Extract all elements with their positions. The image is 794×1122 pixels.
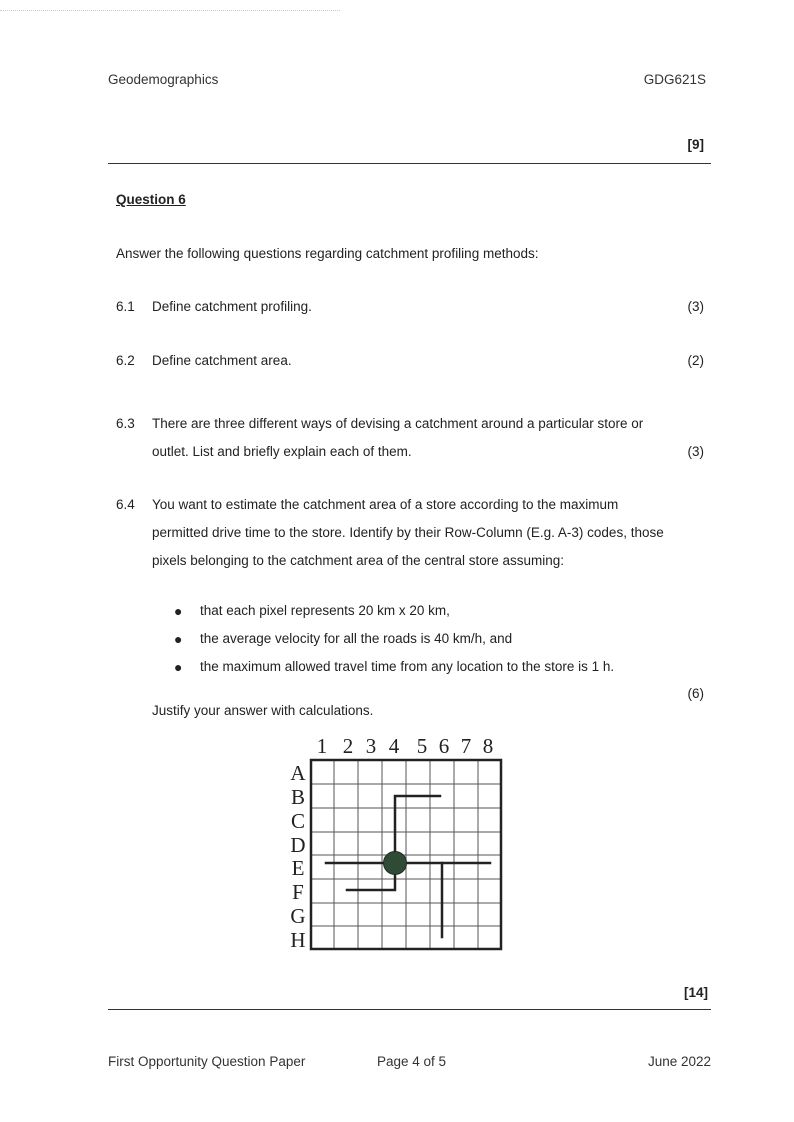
bullet-icon: ●	[174, 659, 183, 675]
assumption-text: the average velocity for all the roads is 40 km/h, and	[200, 631, 513, 646]
column-label: 7	[460, 734, 472, 758]
column-label: 8	[482, 734, 494, 758]
column-label: 6	[438, 734, 450, 758]
row-label: F	[292, 880, 304, 904]
list-item	[170, 597, 614, 625]
question-intro: Answer the following questions regarding catchment profiling methods:	[116, 246, 539, 261]
footer-date: June 2022	[647, 1054, 711, 1069]
item-marks-6-3: (3)	[687, 444, 704, 459]
grid-lines	[311, 760, 501, 949]
raster-grid-figure	[280, 732, 510, 954]
item-text-6-4-line2: permitted drive time to the store. Identify by their Row-Column (E.g. A-3) codes, those	[152, 525, 664, 540]
bullet-icon: ●	[174, 603, 183, 619]
assumption-text: the maximum allowed travel time from any location to the store is 1 h.	[200, 659, 615, 674]
bullet-icon: ●	[174, 631, 183, 647]
question-total: [14]	[683, 985, 708, 1000]
divider-top	[108, 163, 711, 164]
row-label: G	[290, 904, 306, 928]
column-label: 4	[388, 734, 400, 758]
footer-page-number: Page 4 of 5	[377, 1054, 447, 1069]
scan-artifact-line	[0, 10, 340, 12]
row-label: A	[290, 761, 306, 785]
item-number-6-2: 6.2	[116, 353, 135, 368]
column-label: 5	[416, 734, 428, 758]
question-heading: Question 6	[116, 192, 186, 207]
assumption-text: that each pixel represents 20 km x 20 km,	[200, 603, 450, 618]
column-label: 1	[316, 734, 328, 758]
list-item	[170, 653, 614, 681]
row-label: H	[290, 928, 306, 952]
previous-question-total: [9]	[687, 137, 704, 152]
footer-paper-name: First Opportunity Question Paper	[108, 1054, 306, 1069]
course-code: GDG621S	[643, 72, 706, 87]
assumptions-list	[170, 597, 614, 681]
row-label: E	[291, 856, 305, 880]
justify-instruction: Justify your answer with calculations.	[152, 703, 374, 718]
column-label: 3	[365, 734, 377, 758]
item-number-6-4: 6.4	[116, 497, 135, 512]
item-marks-6-2: (2)	[687, 353, 704, 368]
list-item	[170, 625, 614, 653]
item-number-6-3: 6.3	[116, 416, 135, 431]
road-north	[395, 796, 440, 863]
item-text-6-3-line1: There are three different ways of devising a catchment around a particular store or	[152, 416, 644, 431]
item-number-6-1: 6.1	[116, 299, 135, 314]
row-label: D	[290, 833, 306, 857]
road-network	[326, 796, 490, 937]
course-name: Geodemographics	[108, 72, 219, 87]
column-label: 2	[342, 734, 354, 758]
item-marks-6-1: (3)	[687, 299, 704, 314]
item-text-6-2: Define catchment area.	[152, 353, 292, 368]
store-marker	[384, 852, 407, 875]
item-text-6-3-line2: outlet. List and briefly explain each of them.	[152, 444, 412, 459]
item-text-6-4-line3: pixels belonging to the catchment area of the central store assuming:	[152, 553, 564, 568]
row-label: C	[290, 809, 306, 833]
divider-bottom	[108, 1009, 711, 1010]
item-text-6-1: Define catchment profiling.	[152, 299, 312, 314]
item-marks-6-4: (6)	[687, 686, 704, 701]
row-label: B	[290, 785, 306, 809]
item-text-6-4-line1: You want to estimate the catchment area of a store according to the maximum	[152, 497, 619, 512]
